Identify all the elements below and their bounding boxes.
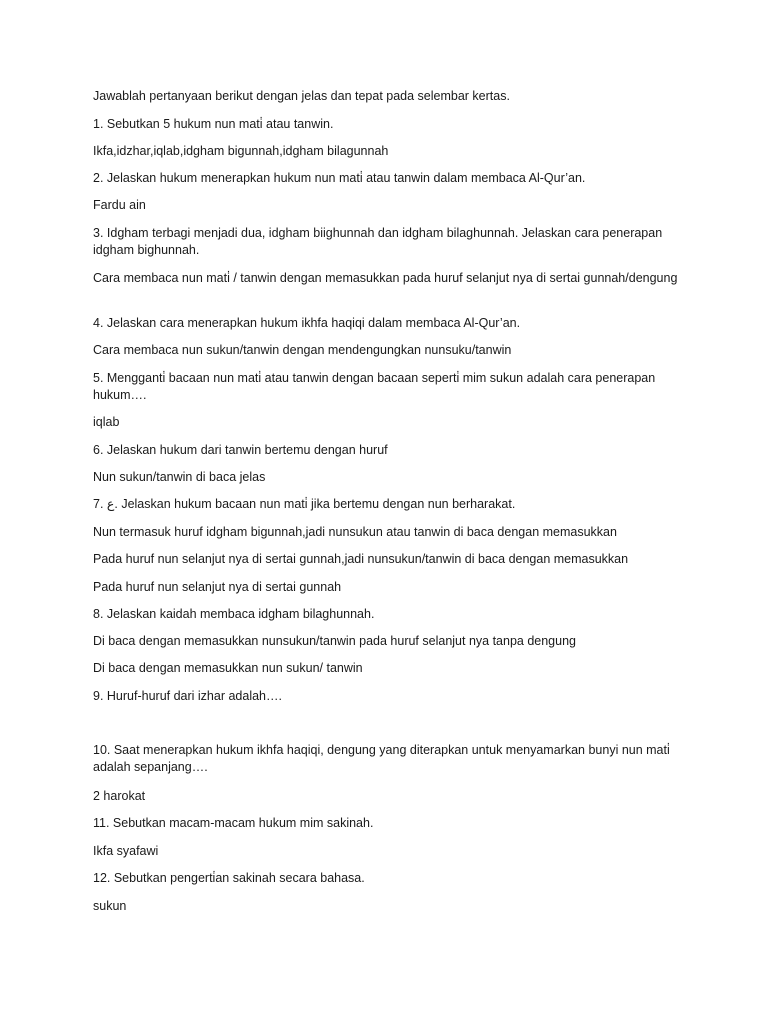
answer-5: iqlab xyxy=(93,415,120,429)
answer-8-line-1: Di baca dengan memasukkan nunsukun/tanwin pada huruf selanjut nya tanpa dengung xyxy=(93,634,576,648)
question-8: 8. Jelaskan kaidah membaca idgham bilaghunnah. xyxy=(93,607,375,621)
question-12: 12. Sebutkan pengerti̇an sakinah secara bahasa. xyxy=(93,871,365,885)
question-6: 6. Jelaskan hukum dari tanwin bertemu dengan huruf xyxy=(93,443,388,457)
question-1: 1. Sebutkan 5 hukum nun mati̇ atau tanwin. xyxy=(93,117,334,131)
answer-12: sukun xyxy=(93,899,127,913)
answer-7-line-3: Pada huruf nun selanjut nya di sertai gunnah xyxy=(93,580,342,594)
answer-6: Nun sukun/tanwin di baca jelas xyxy=(93,470,266,484)
answer-7-line-2: Pada huruf nun selanjut nya di sertai gunnah,jadi nunsukun/tanwin di baca dengan memasukkan xyxy=(93,552,629,566)
answer-1: Ikfa,idzhar,iqlab,idgham bigunnah,idgham bilagunnah xyxy=(93,144,389,158)
instruction-text: Jawablah pertanyaan berikut dengan jelas dan tepat pada selembar kertas. xyxy=(93,89,510,103)
question-4: 4. Jelaskan cara menerapkan hukum ikhfa haqiqi dalam membaca Al-Qur’an. xyxy=(93,316,521,330)
answer-11: Ikfa syafawi xyxy=(93,844,159,858)
question-10: 10. Saat menerapkan hukum ikhfa haqiqi, dengung yang diterapkan untuk menyamarkan bunyi nun mati̇ adalah sepanjang…. xyxy=(93,743,670,774)
answer-3: Cara membaca nun mati̇ / tanwin dengan memasukkan pada huruf selanjut nya di sertai gunnah/dengung xyxy=(93,271,678,285)
answer-7-line-1: Nun termasuk huruf idgham bigunnah,jadi nunsukun atau tanwin di baca dengan memasukkan xyxy=(93,525,617,539)
question-5: 5. Mengganti̇ bacaan nun mati̇ atau tanwin dengan bacaan seperti̇ mim sukun adalah cara penerapan hukum…. xyxy=(93,371,656,402)
question-7: 7. ع. Jelaskan hukum bacaan nun mati̇ jika bertemu dengan nun berharakat. xyxy=(93,497,516,511)
answer-8-line-2: Di baca dengan memasukkan nun sukun/ tanwin xyxy=(93,661,363,675)
question-2: 2. Jelaskan hukum menerapkan hukum nun mati̇ atau tanwin dalam membaca Al-Qur’an. xyxy=(93,171,586,185)
answer-4: Cara membaca nun sukun/tanwin dengan mendengungkan nunsuku/tanwin xyxy=(93,343,512,357)
question-3: 3. Idgham terbagi menjadi dua, idgham biighunnah dan idgham bilaghunnah. Jelaskan cara penerapan idgham bighunnah. xyxy=(93,226,663,257)
answer-10: 2 harokat xyxy=(93,789,146,803)
question-9: 9. Huruf-huruf dari izhar adalah…. xyxy=(93,689,282,703)
answer-2: Fardu ain xyxy=(93,198,146,212)
question-11: 11. Sebutkan macam-macam hukum mim sakinah. xyxy=(93,816,374,830)
